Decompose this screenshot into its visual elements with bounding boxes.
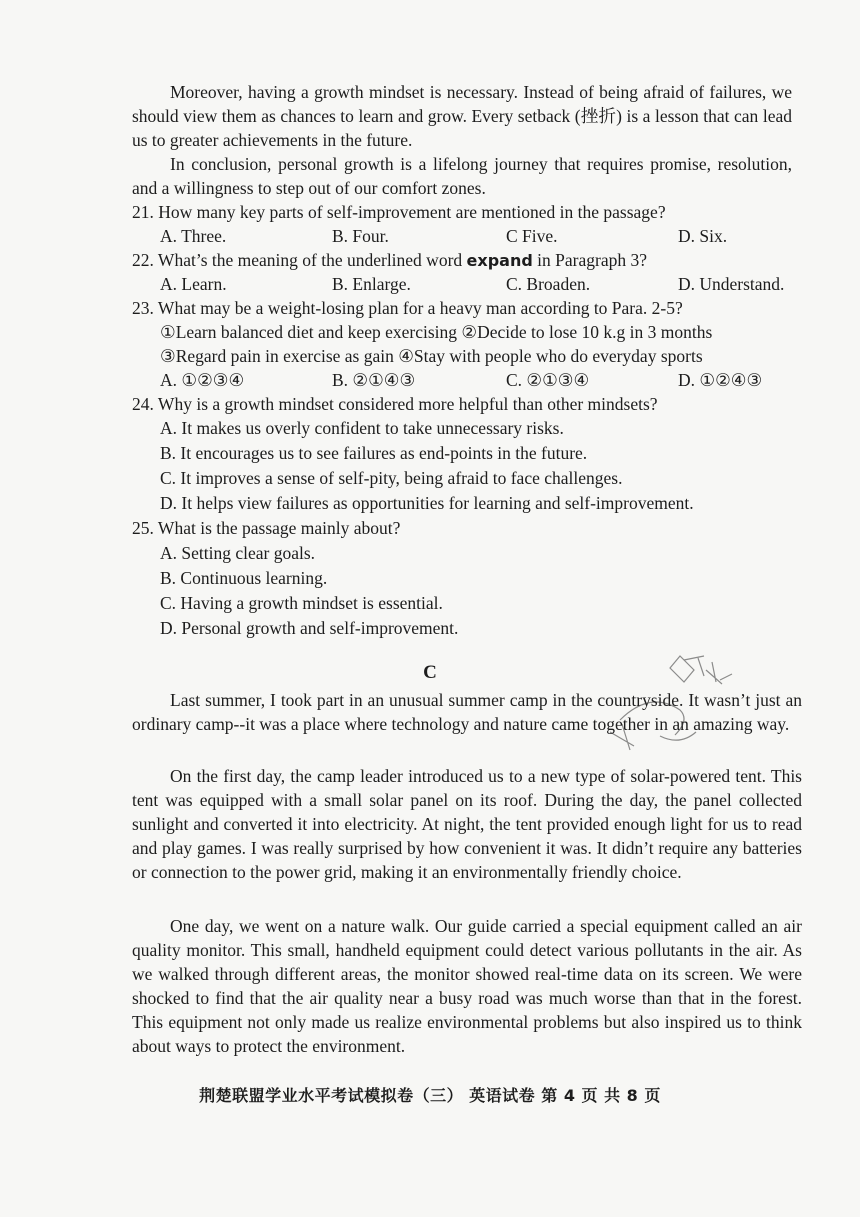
option-d: D. ①②④③ — [678, 370, 763, 390]
option-c: C. Broaden. — [506, 274, 591, 294]
question-23-stem: 23. What may be a weight-losing plan for a heavy man according to Para. 2-5? — [132, 298, 683, 318]
option-b: B. ②①④③ — [332, 370, 416, 390]
question-25-option-c: C. Having a growth mindset is essential. — [160, 593, 443, 613]
page-footer: 荆楚联盟学业水平考试模拟卷（三） 英语试卷 第 4 页 共 8 页 — [199, 1086, 661, 1105]
passage-c-paragraph-2: On the first day, the camp leader introduced us to a new type of solar-powered tent. This tent was equipped with a small solar panel on its roof. During the day, the panel collected sunlight and converted it into electricity. At night, the tent provided enough light for us to read and play games. I was really surprised by how convenient it was. It didn’t require any batteries or connection to the power grid, making it an environmentally friendly choice. — [132, 766, 802, 882]
passage-b-paragraph-conclusion: In conclusion, personal growth is a lifelong journey that requires promise, resolution, and a willingness to step out of our comfort zones. — [132, 154, 792, 198]
question-22-stem — [132, 248, 802, 273]
question-24-option-d: D. It helps view failures as opportunities for learning and self-improvement. — [160, 493, 694, 513]
question-24-option-a: A. It makes us overly confident to take unnecessary risks. — [160, 418, 564, 438]
question-23-items-line-1: ①Learn balanced diet and keep exercising ②Decide to lose 10 k.g in 3 months — [160, 322, 713, 342]
question-22-options — [160, 272, 800, 296]
underlined-word: expand — [466, 251, 533, 270]
watermark-stamp — [600, 640, 750, 770]
section-c-heading: C — [423, 662, 437, 683]
option-d: D. Understand. — [678, 274, 785, 294]
option-c: C Five. — [506, 226, 558, 246]
passage-b-paragraph-growth-mindset: Moreover, having a growth mindset is necessary. Instead of being afraid of failures, we should view them as chances to learn and grow. Every setback (挫折) is a lesson that can lead us to greater achievements in the future. — [132, 82, 792, 150]
option-c: C. ②①③④ — [506, 370, 590, 390]
question-24-option-b: B. It encourages us to see failures as end-points in the future. — [160, 443, 588, 463]
question-24-stem: 24. Why is a growth mindset considered more helpful than other mindsets? — [132, 394, 658, 414]
question-25-option-a: A. Setting clear goals. — [160, 543, 316, 563]
option-a: A. ①②③④ — [160, 370, 245, 390]
option-d: D. Six. — [678, 226, 728, 246]
question-25-option-d: D. Personal growth and self-improvement. — [160, 618, 459, 638]
option-a: A. Three. — [160, 226, 227, 246]
question-22-stem-before: 22. What’s the meaning of the underlined word — [132, 250, 467, 270]
question-25-option-b: B. Continuous learning. — [160, 568, 328, 588]
question-23-options — [160, 368, 800, 392]
question-25-stem: 25. What is the passage mainly about? — [132, 518, 401, 538]
option-b: B. Enlarge. — [332, 274, 411, 294]
question-21-stem: 21. How many key parts of self-improvement are mentioned in the passage? — [132, 202, 666, 222]
question-24-option-c: C. It improves a sense of self-pity, being afraid to face challenges. — [160, 468, 623, 488]
option-a: A. Learn. — [160, 274, 227, 294]
passage-c-paragraph-1: Last summer, I took part in an unusual summer camp in the countryside. It wasn’t just an ordinary camp--it was a place where technology and nature came together in an amazing way. — [132, 690, 802, 734]
question-22-stem-after: in Paragraph 3? — [532, 250, 647, 270]
question-21-options — [160, 224, 800, 248]
option-b: B. Four. — [332, 226, 389, 246]
question-23-items-line-2: ③Regard pain in exercise as gain ④Stay with people who do everyday sports — [160, 346, 703, 366]
passage-c-paragraph-3: One day, we went on a nature walk. Our guide carried a special equipment called an air quality monitor. This small, handheld equipment could detect various pollutants in the air. As we walked through different areas, the monitor showed real-time data on its screen. We were shocked to find that the air quality near a busy road was much worse than that in the forest. This equipment not only made us realize environmental problems but also inspired us to think about ways to protect the environment. — [132, 916, 802, 1056]
